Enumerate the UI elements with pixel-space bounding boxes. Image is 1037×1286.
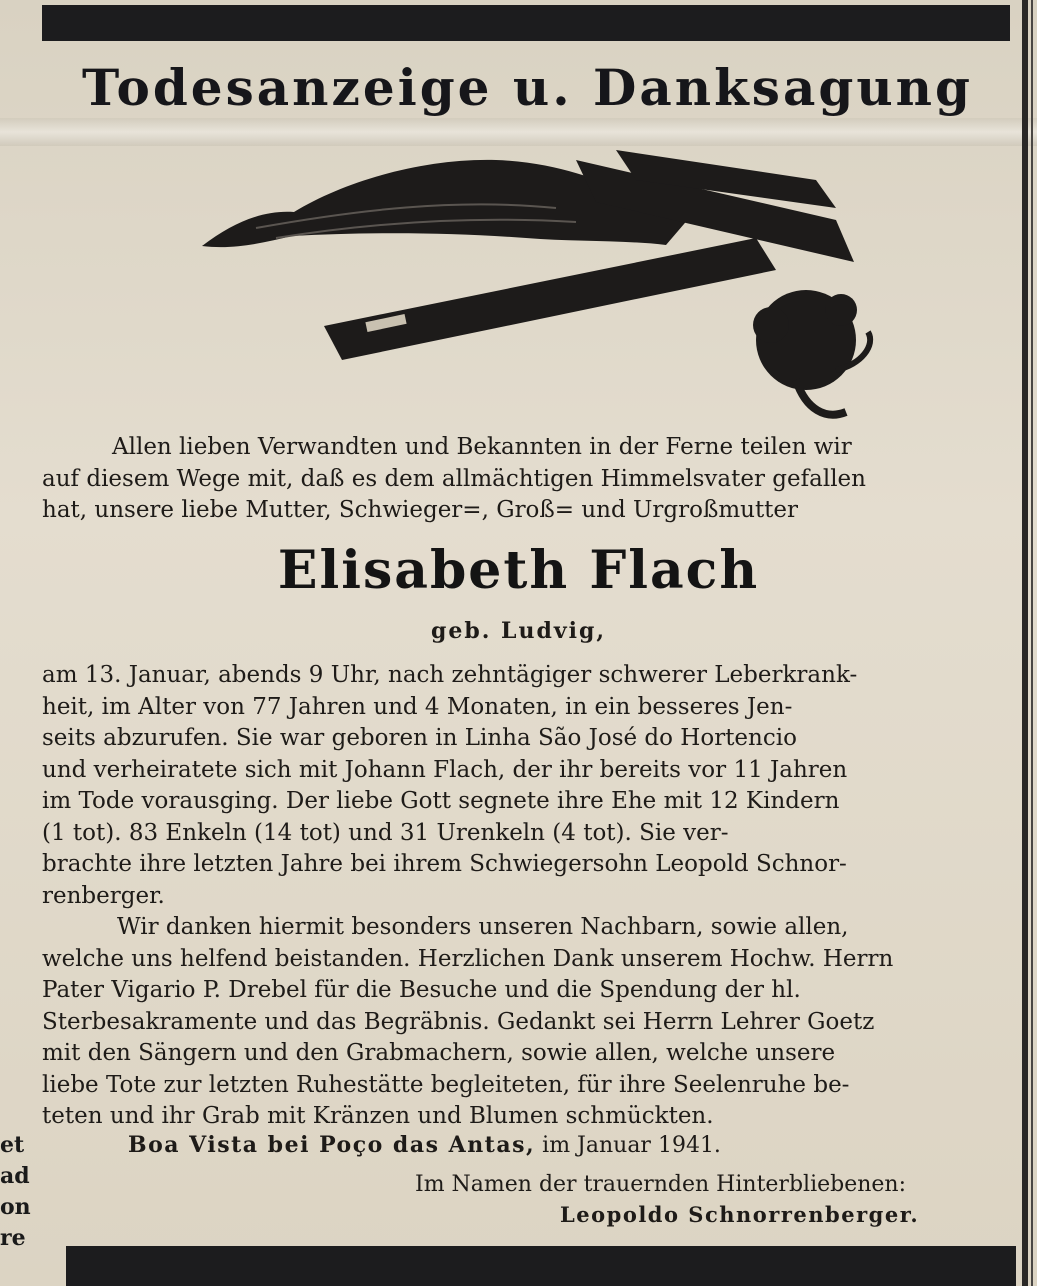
top-black-border xyxy=(42,5,1010,41)
thanks-line: welche uns helfend beistanden. Herzlichen Dank unserem Hochw. Herrn xyxy=(42,945,894,972)
place-name: Boa Vista bei Poço das Antas, xyxy=(128,1132,536,1158)
margin-fragment: et xyxy=(0,1132,25,1158)
body-line: (1 tot). 83 Enkeln (14 tot) und 31 Urenkeln (4 tot). Sie ver- xyxy=(42,819,729,846)
margin-fragment: ad xyxy=(0,1163,30,1189)
thanks-line: liebe Tote zur letzten Ruhestätte begleiteten, für ihre Seelenruhe be- xyxy=(42,1071,850,1098)
thanks-line: Wir danken hiermit besonders unseren Nachbarn, sowie allen, xyxy=(117,914,849,940)
body-line: heit, im Alter von 77 Jahren und 4 Monaten, in ein besseres Jen- xyxy=(42,693,793,720)
notice-headline: Todesanzeige u. Danksagung xyxy=(82,58,973,117)
thanks-line: mit den Sängern und den Grabmachern, sowie allen, welche unsere xyxy=(42,1040,836,1066)
intro-line: auf diesem Wege mit, daß es dem allmächtigen Himmelsvater gefallen xyxy=(42,465,866,492)
obituary-paragraph xyxy=(42,660,1027,912)
intro-line: Allen lieben Verwandten und Bekannten in der Ferne teilen wir xyxy=(112,434,852,460)
body-line: im Tode vorausging. Der liebe Gott segnete ihre Ehe mit 12 Kindern xyxy=(42,788,840,814)
body-line: brachte ihre letzten Jahre bei ihrem Schwiegersohn Leopold Schnor- xyxy=(42,851,847,877)
deceased-name: Elisabeth Flach xyxy=(277,540,760,601)
body-line: seits abzurufen. Sie war geboren in Linha São José do Hortencio xyxy=(42,725,797,751)
maiden-name: geb. Ludvig, xyxy=(430,618,607,644)
signoff-line: Im Namen der trauernden Hinterbliebenen: xyxy=(415,1172,906,1197)
intro-paragraph xyxy=(42,432,1027,527)
thanks-paragraph xyxy=(42,912,1027,1133)
place-date-line xyxy=(128,1132,721,1158)
thanks-line: Pater Vigario P. Drebel für die Besuche und die Spendung der hl. xyxy=(42,977,801,1003)
body-line: am 13. Januar, abends 9 Uhr, nach zehntägiger schwerer Leberkrank- xyxy=(42,662,858,688)
body-line: renberger. xyxy=(42,882,165,909)
notice-date: im Januar 1941. xyxy=(542,1133,721,1158)
paper-fold xyxy=(0,118,1037,146)
margin-fragment: on xyxy=(0,1194,31,1220)
thanks-line: Sterbesakramente und das Begräbnis. Gedankt sei Herrn Lehrer Goetz xyxy=(42,1008,875,1035)
bottom-black-border xyxy=(66,1246,1016,1286)
cross-with-wreath-icon xyxy=(196,150,886,425)
body-line: und verheiratete sich mit Johann Flach, der ihr bereits vor 11 Jahren xyxy=(42,756,848,783)
signer-name: Leopoldo Schnorrenberger. xyxy=(560,1202,920,1227)
adjacent-column-fragments xyxy=(0,1130,30,1254)
intro-line: hat, unsere liebe Mutter, Schwieger=, Groß= und Urgroßmutter xyxy=(42,497,799,523)
margin-fragment: re xyxy=(0,1225,26,1251)
thanks-line: teten und ihr Grab mit Kränzen und Blumen schmückten. xyxy=(42,1103,714,1129)
